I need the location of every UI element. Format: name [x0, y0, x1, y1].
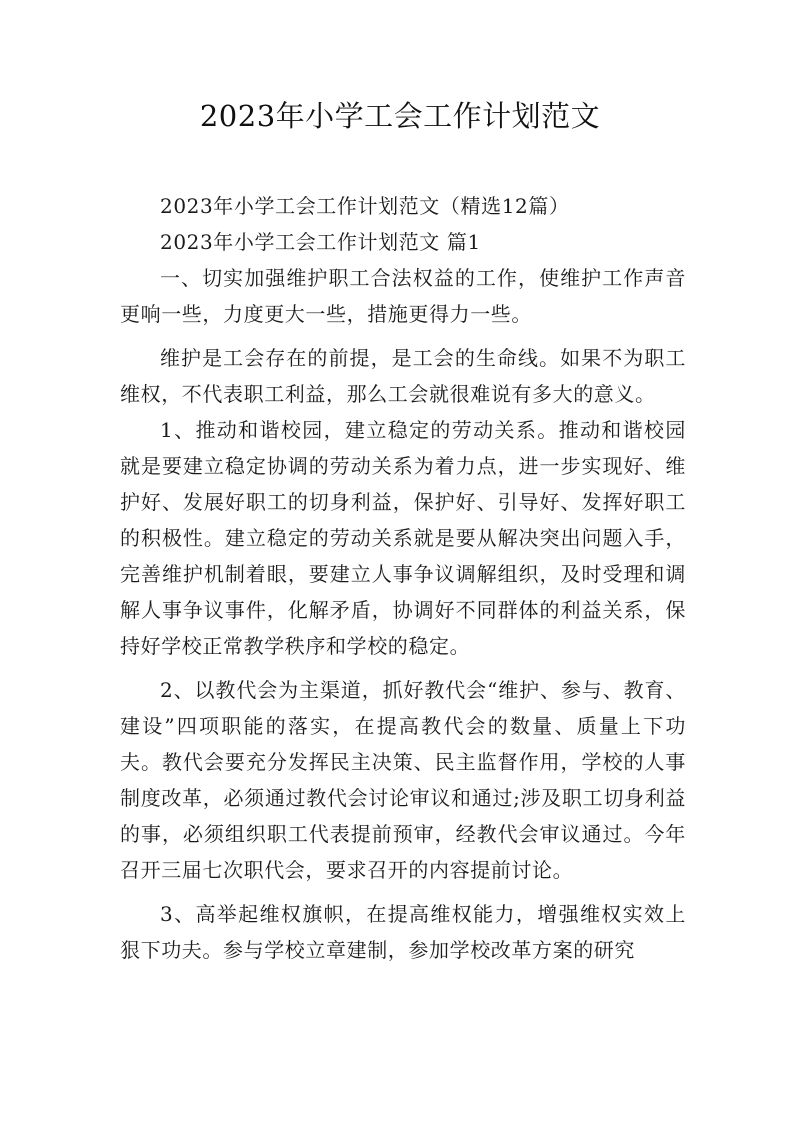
paragraph-item-one: 一、切实加强维护职工合法权益的工作，使维护工作声音更响一些，力度更大一些，措施更得力一些。: [120, 266, 686, 326]
paragraph-rights-intro: 维护是工会存在的前提，是工会的生命线。如果不为职工维权，不代表职工利益，那么工会就很难说有多大的意义。: [120, 346, 686, 406]
paragraph-point-3: 3、高举起维权旗帜，在提高维权能力，增强维权实效上狠下功夫。参与学校立章建制，参加学校改革方案的研究: [120, 902, 686, 962]
paragraph-point-2: 2、以教代会为主渠道，抓好教代会“维护、参与、教育、建设”四项职能的落实，在提高教代会的数量、质量上下功夫。教代会要充分发挥民主决策、民主监督作用，学校的人事制度改革，必须通过教代会讨论审议和通过;涉及职工切身利益的事，必须组织职工代表提前预审，经教代会审议通过。今年召开三届七次职代会，要求召开的内容提前讨论。: [120, 678, 686, 882]
document-title: 2023年小学工会工作计划范文: [199, 99, 601, 133]
document-body: [120, 188, 686, 968]
paragraph-section-heading: 2023年小学工会工作计划范文 篇1: [160, 230, 481, 254]
paragraph-point-1: 1、推动和谐校园，建立稳定的劳动关系。推动和谐校园就是要建立稳定协调的劳动关系为着力点，进一步实现好、维护好、发展好职工的切身利益，保护好、引导好、发挥好职工的积极性。建立稳定的劳动关系就是要从解决突出问题入手，完善维护机制着眼，要建立人事争议调解组织，及时受理和调解人事争议事件，化解矛盾，协调好不同群体的利益关系，保持好学校正常教学秩序和学校的稳定。: [120, 418, 686, 658]
paragraph-collection-heading: 2023年小学工会工作计划范文（精选12篇）: [160, 194, 570, 218]
